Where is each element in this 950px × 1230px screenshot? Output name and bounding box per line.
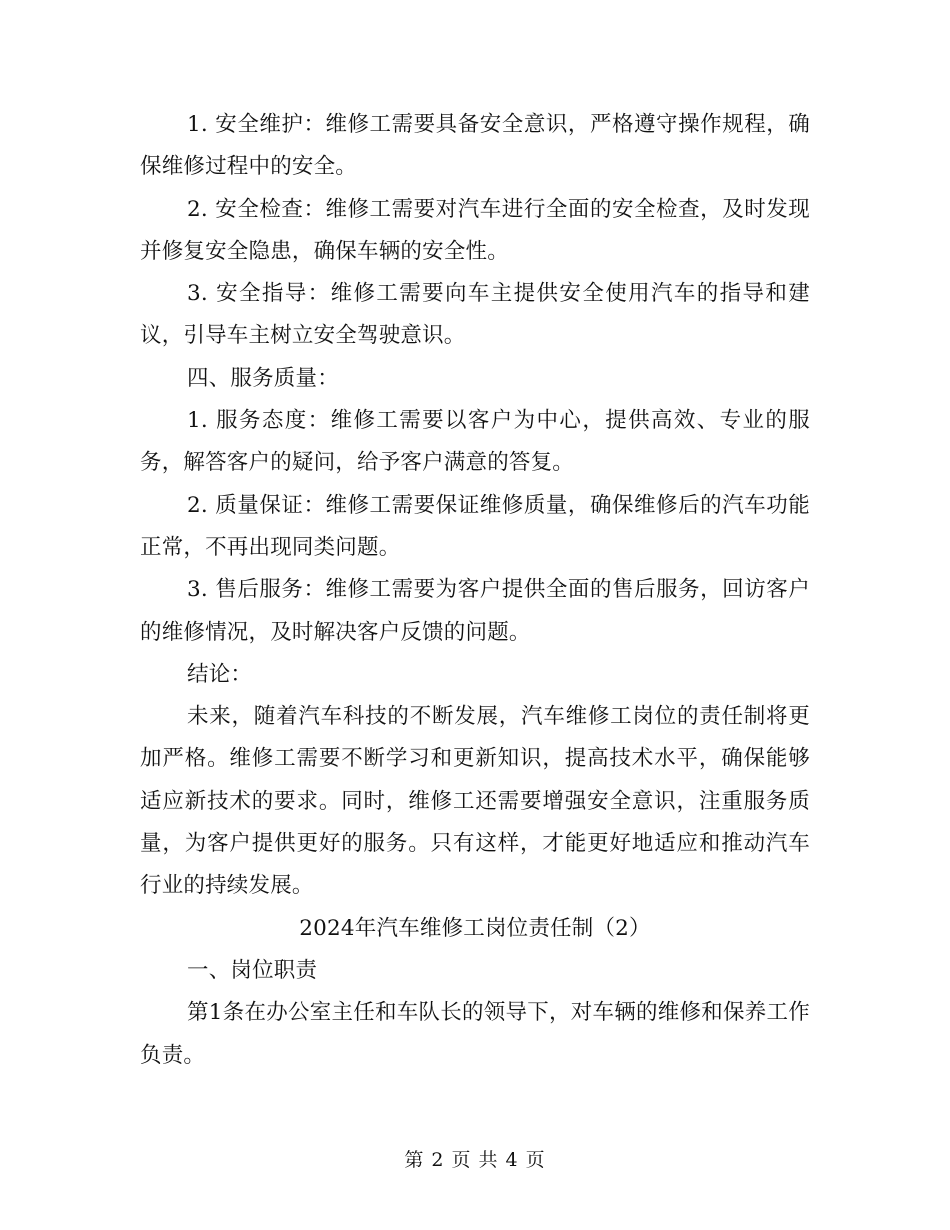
- section-title: 2024年汽车维修工岗位责任制（2）: [299, 915, 651, 941]
- paragraph-service-attitude: 1. 服务态度：维修工需要以客户为中心，提供高效、专业的服务，解答客户的疑问，给予客户满意的答复。: [140, 408, 810, 476]
- document-body: [140, 104, 810, 1077]
- paragraph-safety-guidance: 3. 安全指导：维修工需要向车主提供安全使用汽车的指导和建议，引导车主树立安全驾驶意识。: [140, 281, 810, 349]
- section-heading-service-quality: 四、服务质量：: [187, 365, 339, 391]
- paragraph-safety-maintenance: 1. 安全维护：维修工需要具备安全意识，严格遵守操作规程，确保维修过程中的安全。: [140, 112, 810, 180]
- paragraph-quality-assurance: 2. 质量保证：维修工需要保证维修质量，确保维修后的汽车功能正常，不再出现同类问题。: [140, 492, 810, 560]
- section-heading-duties: 一、岗位职责: [187, 957, 318, 983]
- section-heading-conclusion: 结论：: [187, 661, 253, 687]
- paragraph-safety-inspection: 2. 安全检查：维修工需要对汽车进行全面的安全检查，及时发现并修复安全隐患，确保车辆的安全性。: [140, 196, 810, 264]
- paragraph-after-sales: 3. 售后服务：维修工需要为客户提供全面的售后服务，回访客户的维修情况，及时解决客户反馈的问题。: [140, 577, 810, 645]
- paragraph-article-1: 第1条在办公室主任和车队长的领导下，对车辆的维修和保养工作负责。: [140, 1000, 810, 1068]
- page-number-footer: 第 2 页 共 4 页: [404, 1149, 546, 1171]
- paragraph-conclusion: 未来，随着汽车科技的不断发展，汽车维修工岗位的责任制将更加严格。维修工需要不断学习和更新知识，提高技术水平，确保能够适应新技术的要求。同时，维修工还需要增强安全意识，注重服务质量，为客户提供更好的服务。只有这样，才能更好地适应和推动汽车行业的持续发展。: [140, 704, 810, 899]
